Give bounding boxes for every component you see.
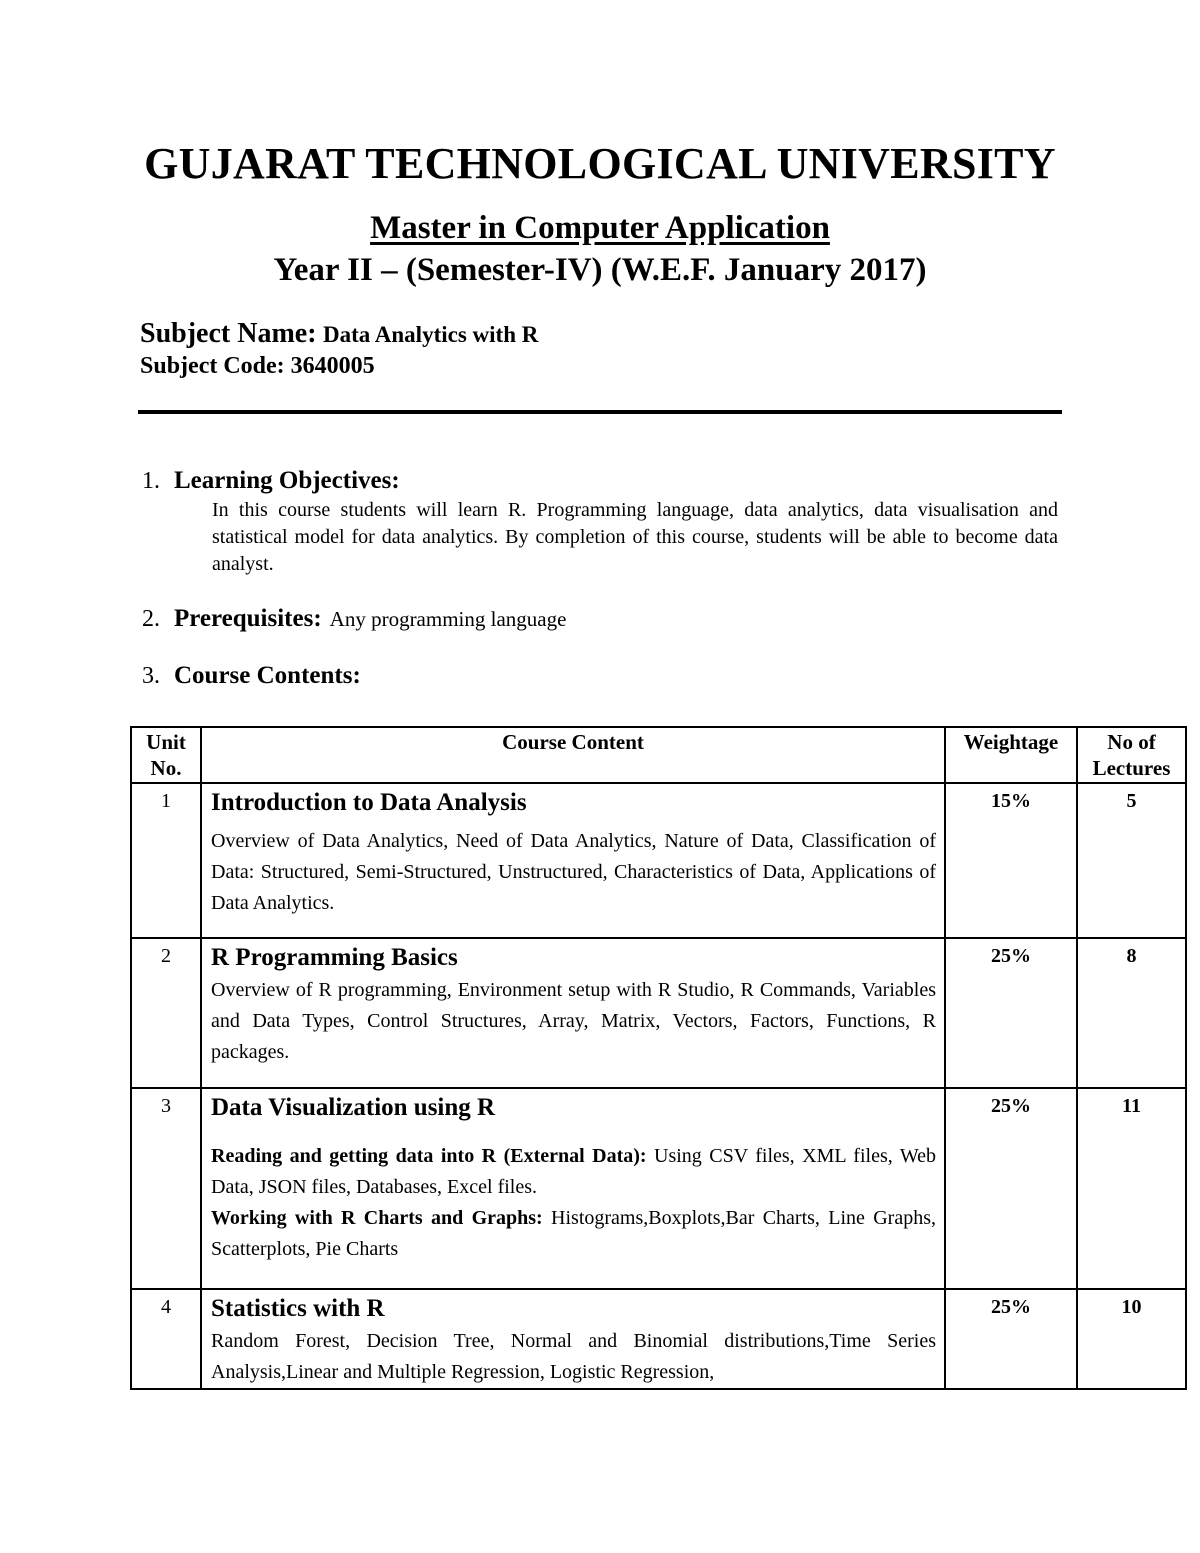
section-heading: Course Contents: — [174, 662, 361, 689]
unit-title: Data Visualization using R — [211, 1094, 496, 1121]
unit-weightage: 15% — [945, 783, 1077, 938]
divider-rule — [138, 410, 1062, 414]
subject-name-label: Subject Name: — [140, 318, 317, 349]
subject-name-value: Data Analytics with R — [323, 322, 539, 347]
section-number: 3. — [142, 663, 160, 689]
section-heading: Prerequisites: — [174, 605, 322, 632]
year-semester-line: Year II – (Semester-IV) (W.E.F. January 2017) — [273, 252, 927, 288]
unit-number: 2 — [131, 938, 201, 1088]
table-header-row — [131, 727, 1186, 783]
unit-description — [211, 1141, 936, 1203]
unit-lectures: 8 — [1077, 938, 1186, 1088]
unit-lectures: 10 — [1077, 1289, 1186, 1389]
header-unit-no: Unit No. — [131, 727, 201, 783]
header-weightage: Weightage — [945, 727, 1077, 783]
unit-number: 1 — [131, 783, 201, 938]
unit-subtext: Using CSV files, XML files, Web Data, JSON files, Databases, Excel files. — [211, 1145, 936, 1198]
learning-objectives-text: In this course students will learn R. Programming language, data analytics, data visualisation and statistical model for data analytics. By completion of this course, students will be able to become data analyst. — [212, 499, 1058, 575]
table-row — [131, 1289, 1186, 1389]
unit-number: 3 — [131, 1088, 201, 1289]
unit-subheading: Reading and getting data into R (External Data): — [211, 1145, 647, 1167]
unit-content — [201, 1088, 945, 1289]
unit-weightage: 25% — [945, 938, 1077, 1088]
unit-content — [201, 938, 945, 1088]
section-number: 1. — [142, 468, 160, 494]
unit-content — [201, 1289, 945, 1389]
unit-content — [201, 783, 945, 938]
section-course-contents — [142, 662, 361, 690]
unit-lectures: 11 — [1077, 1088, 1186, 1289]
university-title: GUJARAT TECHNOLOGICAL UNIVERSITY — [144, 139, 1056, 188]
program-title-text: Master in Computer Application — [370, 210, 830, 246]
unit-weightage: 25% — [945, 1088, 1077, 1289]
course-contents-table — [130, 726, 1187, 1390]
table-row — [131, 938, 1186, 1088]
subject-code: Subject Code: 3640005 — [140, 353, 375, 379]
unit-description: Overview of Data Analytics, Need of Data Analytics, Nature of Data, Classification of Data: Structured, Semi-Structured, Unstructured, Characteristics of Data, Applications of Data Analytics. — [211, 830, 936, 914]
unit-title: Introduction to Data Analysis — [211, 789, 527, 816]
section-heading: Learning Objectives: — [174, 467, 400, 494]
table-row — [131, 783, 1186, 938]
unit-description: Overview of R programming, Environment setup with R Studio, R Commands, Variables and Data Types, Control Structures, Array, Matrix, Vectors, Factors, Functions, R packages. — [211, 979, 936, 1063]
section-number: 2. — [142, 606, 160, 632]
program-title — [0, 210, 1200, 247]
header-course-content: Course Content — [201, 727, 945, 783]
prerequisites-text: Any programming language — [329, 607, 567, 631]
unit-description — [211, 1203, 936, 1265]
unit-lectures: 5 — [1077, 783, 1186, 938]
unit-number: 4 — [131, 1289, 201, 1389]
unit-title: Statistics with R — [211, 1295, 385, 1322]
unit-subheading: Working with R Charts and Graphs: — [211, 1207, 543, 1229]
section-learning-objectives — [142, 467, 400, 495]
header-lectures: No of Lectures — [1077, 727, 1186, 783]
unit-title: R Programming Basics — [211, 944, 458, 971]
section-prerequisites — [142, 605, 566, 633]
unit-subtext: Histograms,Boxplots,Bar Charts, Line Graphs, Scatterplots, Pie Charts — [211, 1207, 936, 1260]
unit-description: Random Forest, Decision Tree, Normal and Binomial distributions,Time Series Analysis,Linear and Multiple Regression, Logistic Regression, — [211, 1330, 936, 1383]
table-row — [131, 1088, 1186, 1289]
unit-weightage: 25% — [945, 1289, 1077, 1389]
subject-name — [140, 318, 538, 350]
